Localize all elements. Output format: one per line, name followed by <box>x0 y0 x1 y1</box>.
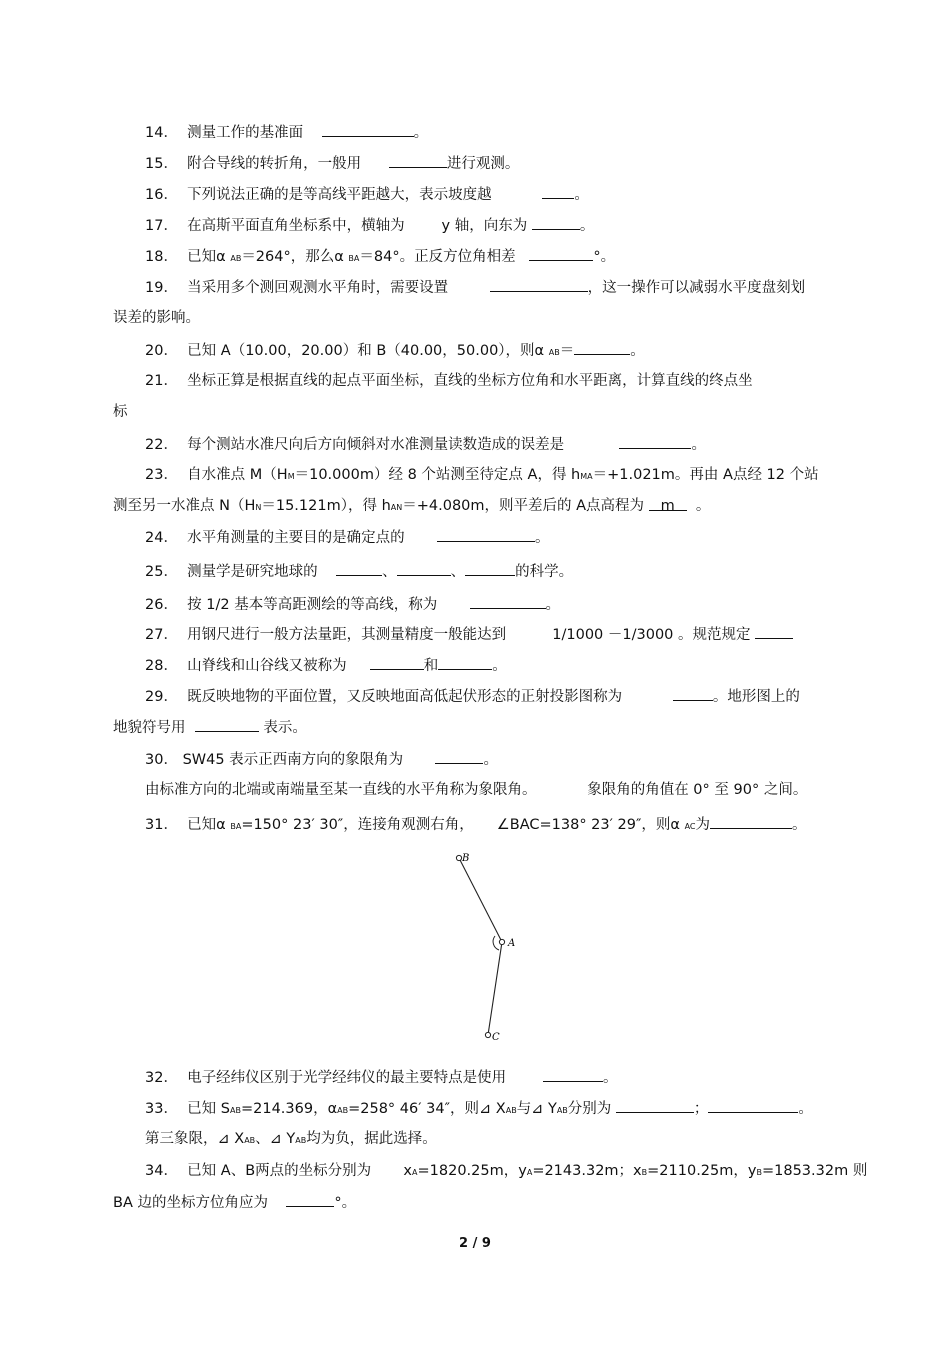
question-17: 17． 在高斯平面直角坐标系中，横轴为 y 轴，向东为 。 <box>145 215 594 236</box>
label-b: B <box>462 853 470 864</box>
question-33: 33． 已知 SAB=214.369，αAB=258° 46′ 34″，则⊿ XAB与⊿ YAB分别为 ； 。 <box>145 1098 813 1121</box>
question-19-cont: 误差的影响。 <box>113 310 200 326</box>
question-23-cont: 测至另一水准点 N（HN＝15.121m），得 hAN＝+4.080m，则平差后的 A点高程为 m 。 <box>113 498 711 514</box>
point-a <box>499 939 504 944</box>
line-ab <box>459 858 502 942</box>
question-30: 30． SW45 表示正西南方向的象限角为 。 <box>145 749 498 770</box>
label-a: A <box>508 938 516 949</box>
label-c: C <box>492 1032 500 1043</box>
question-34-cont: BA 边的坐标方位角应为 °。 <box>113 1192 356 1213</box>
question-14: 14． 测量工作的基准面 。 <box>145 122 428 143</box>
point-b <box>456 855 461 860</box>
question-21-cont: 标 <box>113 404 128 420</box>
question-18: 18． 已知α AB＝264°，那么α BA＝84°。正反方位角相差 °。 <box>145 246 615 269</box>
question-23: 23． 自水准点 M（HM＝10.000m）经 8 个站测至待定点 A，得 hMA＝+1.021m。再由 A点经 12 个站 <box>145 467 819 483</box>
question-25: 25． 测量学是研究地球的 、 、 的科学。 <box>145 561 573 582</box>
question-15: 15． 附合导线的转折角，一般用 进行观测。 <box>145 153 519 174</box>
question-22: 22． 每个测站水准尺向后方向倾斜对水准测量读数造成的误差是 。 <box>145 434 706 455</box>
question-31: 31． 已知α BA=150° 23′ 30″，连接角观测右角， ∠BAC=138° 23′ 29″，则α AC为 。 <box>145 814 807 837</box>
question-32: 32． 电子经纬仪区别于光学经纬仪的最主要特点是使用 。 <box>145 1067 618 1088</box>
question-16: 16． 下列说法正确的是等高线平距越大，表示坡度越 。 <box>145 184 589 205</box>
question-34: 34． 已知 A、B两点的坐标分别为 xA=1820.25m，yA=2143.32m；xB=2110.25m，yB=1853.32m 则 <box>145 1163 868 1179</box>
page-number: 2 / 9 <box>459 1236 491 1251</box>
line-ac <box>488 942 502 1035</box>
question-26: 26． 按 1/2 基本等高距测绘的等高线，称为 。 <box>145 594 560 615</box>
angle-arc <box>493 936 499 950</box>
angle-diagram <box>440 845 550 1045</box>
question-21: 21． 坐标正算是根据直线的起点平面坐标，直线的坐标方位角和水平距离，计算直线的终点坐 <box>145 373 753 389</box>
question-20: 20． 已知 A（10.00，20.00）和 B（40.00，50.00），则α AB＝ 。 <box>145 340 645 363</box>
question-33-note: 第三象限，⊿ XAB、⊿ YAB均为负，据此选择。 <box>145 1131 437 1147</box>
question-24: 24． 水平角测量的主要目的是确定点的 。 <box>145 527 549 548</box>
question-29-cont: 地貌符号用 表示。 <box>113 717 307 738</box>
question-27: 27． 用钢尺进行一般方法量距，其测量精度一般能达到 1/1000 －1/3000 。规范规定 <box>145 624 793 645</box>
question-30-note: 由标准方向的北端或南端量至某一直线的水平角称为象限角。 象限角的角值在 0° 至 90° 之间。 <box>145 782 808 798</box>
question-29: 29． 既反映地物的平面位置，又反映地面高低起伏形态的正射投影图称为 。地形图上的 <box>145 686 800 707</box>
point-c <box>485 1032 490 1037</box>
question-19: 19． 当采用多个测回观测水平角时，需要设置 ，这一操作可以减弱水平度盘刻划 <box>145 277 805 298</box>
question-28: 28． 山脊线和山谷线又被称为 和 。 <box>145 655 507 676</box>
